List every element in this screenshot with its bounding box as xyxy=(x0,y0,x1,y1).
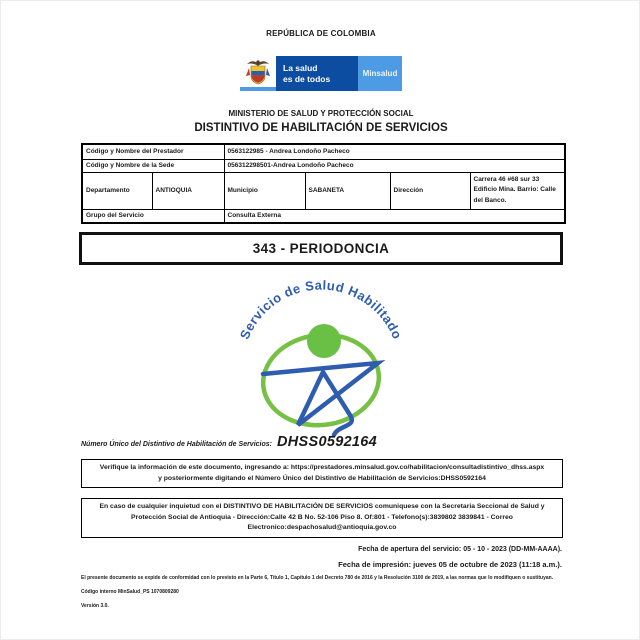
provider-info-table xyxy=(81,143,566,224)
table-row xyxy=(82,172,565,209)
contact-box xyxy=(81,498,563,538)
ministry-heading: MINISTERIO DE SALUD Y PROTECCIÓN SOCIAL xyxy=(228,109,414,118)
verification-line1: Verifique la información de este documento, ingresando a: https://prestadores.minsalud.gov.co/habilitacion/consultadistintivo_dhss.aspx xyxy=(99,464,545,471)
service-banner: 343 - PERIODONCIA xyxy=(79,232,563,265)
table-row xyxy=(82,144,565,159)
grupo-label: Grupo del Servicio xyxy=(82,209,224,223)
table-row xyxy=(82,159,565,172)
unique-number-label: Número Único del Distintivo de Habilitación de Servicios: xyxy=(81,441,272,448)
direccion-label: Dirección xyxy=(390,172,470,209)
prestador-value: 0563122985 - Andrea Londoño Pacheco xyxy=(224,144,565,159)
seal-arc-text: Servicio de Salud Habilitado xyxy=(236,277,406,342)
sede-label: Código y Nombre de la Sede xyxy=(82,159,224,172)
municipio-label: Municipio xyxy=(224,172,305,209)
grupo-value: Consulta Externa xyxy=(224,209,565,223)
departamento-value: ANTIOQUIA xyxy=(152,172,224,209)
legal-disclaimer: El presente documento se expide de conformidad con lo previsto en la Parte 6, Título 1, Capítulo 1 del Decreto 780 de 2016 y la Resolución 3100 de 2019, a las normas que lo modifiquen o sustituyan. xyxy=(81,575,554,581)
document-title: DISTINTIVO DE HABILITACIÓN DE SERVICIOS xyxy=(194,122,448,134)
municipio-value: SABANETA xyxy=(305,172,390,209)
direccion-value: Carrera 46 #68 sur 33 Edificio Mina. Barrio: Calle del Banco. xyxy=(470,172,565,209)
minsalud-logo xyxy=(240,56,402,91)
print-date: Fecha de impresión: jueves 05 de octubre de 2023 (11:18 a.m.). xyxy=(338,560,562,569)
departamento-label: Departamento xyxy=(82,172,152,209)
colombia-coat-of-arms-icon xyxy=(240,56,276,87)
internal-code: Código interno MinSalud_PS 1070809280 xyxy=(81,589,179,595)
contact-line2: Protección Social de Antioquia - Dirección:Calle 42 B No. 52-106 Piso 8. Of:801 - Telefono(s):3839802 3839841 - Correo xyxy=(131,513,513,521)
republic-heading: REPÚBLICA DE COLOMBIA xyxy=(266,29,376,38)
contact-line1: En caso de cualquier inquietud con el DISTINTIVO DE HABILITACIÓN DE SERVICIOS comuniquese con la Secretaria Seccional de Salud y xyxy=(99,503,545,510)
logo-slogan-line1: La salud xyxy=(283,62,318,73)
contact-line3: Electronico:despachosalud@antioquia.gov.co xyxy=(247,524,397,532)
unique-number-line xyxy=(81,434,564,450)
sede-value: 056312298501-Andrea Londoño Pacheco xyxy=(224,159,565,172)
logo-slogan xyxy=(276,56,358,91)
verification-box xyxy=(81,459,563,488)
version-label: Versión 3.0. xyxy=(81,603,109,609)
table-row xyxy=(82,209,565,223)
logo-slogan-line2: es de todos xyxy=(283,73,331,84)
unique-number-value: DHSS0592164 xyxy=(276,434,378,450)
verification-line2: y posteriormente digitando el Número Único del Distintivo de Habilitación de Servicios:DHSS0592164 xyxy=(158,474,486,482)
prestador-label: Código y Nombre del Prestador xyxy=(82,144,224,159)
habilitacion-seal-icon xyxy=(226,277,416,437)
opening-date: Fecha de apertura del servicio: 05 - 10 - 2023 (DD-MM-AAAA). xyxy=(358,546,562,553)
logo-brand: Minsalud xyxy=(362,69,398,78)
